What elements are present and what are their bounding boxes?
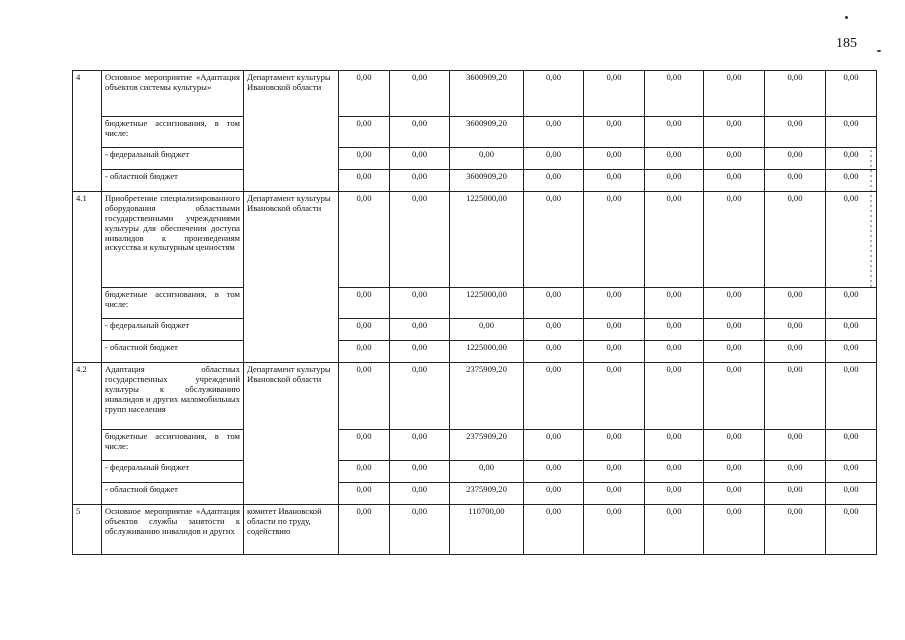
amount-cell: 0,00: [339, 192, 390, 288]
amount-cell: 2375909,20: [450, 483, 524, 505]
activity-name: бюджетные ассигнования, в том числе:: [102, 117, 244, 148]
amount-cell: 0,00: [645, 170, 704, 192]
amount-cell: 0,00: [765, 341, 826, 363]
amount-cell: 0,00: [584, 461, 645, 483]
amount-cell: 1225000,00: [450, 341, 524, 363]
amount-cell: 0,00: [390, 363, 450, 430]
amount-cell: 2375909,20: [450, 430, 524, 461]
amount-cell: 0,00: [645, 148, 704, 170]
budget-table: [72, 70, 877, 555]
activity-name: - федеральный бюджет: [102, 319, 244, 341]
activity-name: - федеральный бюджет: [102, 461, 244, 483]
amount-cell: 0,00: [645, 319, 704, 341]
amount-cell: 0,00: [524, 117, 584, 148]
row-number: 4.2: [73, 363, 102, 505]
amount-cell: 0,00: [584, 117, 645, 148]
amount-cell: 3600909,20: [450, 71, 524, 117]
amount-cell: 0,00: [450, 461, 524, 483]
amount-cell: 0,00: [645, 71, 704, 117]
amount-cell: 0,00: [704, 192, 765, 288]
amount-cell: 0,00: [826, 505, 877, 555]
table-row: [73, 71, 877, 117]
amount-cell: 0,00: [524, 192, 584, 288]
amount-cell: 0,00: [704, 117, 765, 148]
amount-cell: 0,00: [584, 430, 645, 461]
amount-cell: 0,00: [584, 483, 645, 505]
amount-cell: 0,00: [390, 71, 450, 117]
amount-cell: 0,00: [704, 505, 765, 555]
row-number: 5: [73, 505, 102, 555]
table-row: [73, 505, 877, 555]
activity-name: Приобретение специализированного оборудования областными государственными учреждениями культуры для обеспечения доступа инвалидов к произведениям искусства и культурным ценностям: [102, 192, 244, 288]
amount-cell: 0,00: [524, 288, 584, 319]
amount-cell: 0,00: [584, 288, 645, 319]
amount-cell: 0,00: [390, 319, 450, 341]
amount-cell: 0,00: [826, 461, 877, 483]
scan-speck: [845, 16, 848, 19]
amount-cell: 0,00: [645, 117, 704, 148]
amount-cell: 0,00: [339, 319, 390, 341]
amount-cell: 0,00: [339, 430, 390, 461]
amount-cell: 0,00: [339, 71, 390, 117]
amount-cell: 0,00: [584, 505, 645, 555]
amount-cell: 0,00: [826, 363, 877, 430]
table-row: [73, 148, 877, 170]
amount-cell: 0,00: [584, 341, 645, 363]
row-number: 4.1: [73, 192, 102, 363]
amount-cell: 0,00: [584, 192, 645, 288]
amount-cell: 0,00: [524, 461, 584, 483]
amount-cell: 110700,00: [450, 505, 524, 555]
amount-cell: 0,00: [339, 505, 390, 555]
amount-cell: 0,00: [826, 319, 877, 341]
amount-cell: 0,00: [826, 430, 877, 461]
amount-cell: 0,00: [765, 288, 826, 319]
amount-cell: 0,00: [524, 505, 584, 555]
amount-cell: 0,00: [584, 71, 645, 117]
amount-cell: 2375909,20: [450, 363, 524, 430]
amount-cell: 0,00: [704, 363, 765, 430]
amount-cell: 0,00: [584, 363, 645, 430]
amount-cell: 0,00: [584, 319, 645, 341]
table-row: [73, 430, 877, 461]
table-row: [73, 461, 877, 483]
amount-cell: 0,00: [339, 341, 390, 363]
amount-cell: 0,00: [339, 117, 390, 148]
amount-cell: 0,00: [584, 148, 645, 170]
table-row: [73, 170, 877, 192]
amount-cell: 0,00: [339, 148, 390, 170]
amount-cell: 0,00: [765, 192, 826, 288]
amount-cell: 0,00: [704, 341, 765, 363]
amount-cell: 0,00: [826, 192, 877, 288]
amount-cell: 0,00: [390, 430, 450, 461]
page-number: 185: [836, 36, 857, 51]
activity-name: - областной бюджет: [102, 170, 244, 192]
amount-cell: 0,00: [339, 288, 390, 319]
row-number: 4: [73, 71, 102, 192]
amount-cell: 0,00: [765, 461, 826, 483]
amount-cell: 0,00: [826, 71, 877, 117]
amount-cell: 0,00: [826, 117, 877, 148]
table-row: [73, 192, 877, 288]
amount-cell: 0,00: [450, 319, 524, 341]
amount-cell: 0,00: [704, 319, 765, 341]
activity-name: - федеральный бюджет: [102, 148, 244, 170]
activity-name: - областной бюджет: [102, 341, 244, 363]
amount-cell: 0,00: [584, 170, 645, 192]
amount-cell: 0,00: [390, 117, 450, 148]
amount-cell: 0,00: [765, 148, 826, 170]
amount-cell: 3600909,20: [450, 117, 524, 148]
amount-cell: 0,00: [524, 170, 584, 192]
amount-cell: 0,00: [765, 483, 826, 505]
amount-cell: 0,00: [450, 148, 524, 170]
amount-cell: 0,00: [645, 483, 704, 505]
amount-cell: 0,00: [765, 117, 826, 148]
activity-name: бюджетные ассигнования, в том числе:: [102, 288, 244, 319]
amount-cell: 0,00: [524, 341, 584, 363]
amount-cell: 0,00: [390, 483, 450, 505]
amount-cell: 0,00: [390, 505, 450, 555]
amount-cell: 0,00: [524, 319, 584, 341]
amount-cell: 0,00: [704, 461, 765, 483]
amount-cell: 0,00: [645, 192, 704, 288]
executor: Департамент культуры Ивановской области: [244, 363, 339, 505]
amount-cell: 0,00: [524, 483, 584, 505]
amount-cell: 0,00: [524, 71, 584, 117]
table-row: [73, 363, 877, 430]
amount-cell: 0,00: [765, 319, 826, 341]
amount-cell: 0,00: [524, 430, 584, 461]
table-row: [73, 288, 877, 319]
amount-cell: 0,00: [765, 505, 826, 555]
amount-cell: 0,00: [390, 288, 450, 319]
activity-name: Основное мероприятие «Адаптация объектов системы культуры»: [102, 71, 244, 117]
executor: комитет Ивановской области по труду, содействию: [244, 505, 339, 555]
amount-cell: 0,00: [390, 170, 450, 192]
amount-cell: 0,00: [524, 148, 584, 170]
amount-cell: 0,00: [765, 170, 826, 192]
table-row: [73, 341, 877, 363]
amount-cell: 0,00: [645, 505, 704, 555]
amount-cell: 0,00: [826, 341, 877, 363]
amount-cell: 0,00: [704, 483, 765, 505]
activity-name: Адаптация областных государственных учреждений культуры к обслуживанию инвалидов и других маломобильных групп населения: [102, 363, 244, 430]
amount-cell: 0,00: [645, 461, 704, 483]
amount-cell: 0,00: [826, 148, 877, 170]
amount-cell: 0,00: [704, 148, 765, 170]
activity-name: Основное мероприятие «Адаптация объектов службы занятости к обслуживанию инвалидов и других: [102, 505, 244, 555]
activity-name: бюджетные ассигнования, в том числе:: [102, 430, 244, 461]
amount-cell: 0,00: [765, 71, 826, 117]
executor: Департамент культуры Ивановской области: [244, 192, 339, 363]
amount-cell: 1225000,00: [450, 192, 524, 288]
amount-cell: 0,00: [704, 430, 765, 461]
amount-cell: 0,00: [704, 170, 765, 192]
amount-cell: 0,00: [645, 363, 704, 430]
amount-cell: 0,00: [339, 483, 390, 505]
amount-cell: 0,00: [339, 170, 390, 192]
amount-cell: 0,00: [339, 363, 390, 430]
amount-cell: 0,00: [826, 170, 877, 192]
activity-name: - областной бюджет: [102, 483, 244, 505]
amount-cell: 0,00: [390, 192, 450, 288]
amount-cell: 0,00: [704, 71, 765, 117]
amount-cell: 0,00: [524, 363, 584, 430]
amount-cell: 0,00: [826, 483, 877, 505]
amount-cell: 0,00: [390, 341, 450, 363]
amount-cell: 0,00: [765, 363, 826, 430]
table-row: [73, 117, 877, 148]
amount-cell: 0,00: [390, 148, 450, 170]
amount-cell: 0,00: [645, 288, 704, 319]
amount-cell: 0,00: [826, 288, 877, 319]
amount-cell: 0,00: [704, 288, 765, 319]
table-row: [73, 319, 877, 341]
amount-cell: 3600909,20: [450, 170, 524, 192]
scan-speck: [877, 50, 881, 52]
amount-cell: 0,00: [765, 430, 826, 461]
table-row: [73, 483, 877, 505]
amount-cell: 1225000,00: [450, 288, 524, 319]
amount-cell: 0,00: [645, 341, 704, 363]
amount-cell: 0,00: [339, 461, 390, 483]
amount-cell: 0,00: [390, 461, 450, 483]
amount-cell: 0,00: [645, 430, 704, 461]
executor: Департамент культуры Ивановской области: [244, 71, 339, 192]
